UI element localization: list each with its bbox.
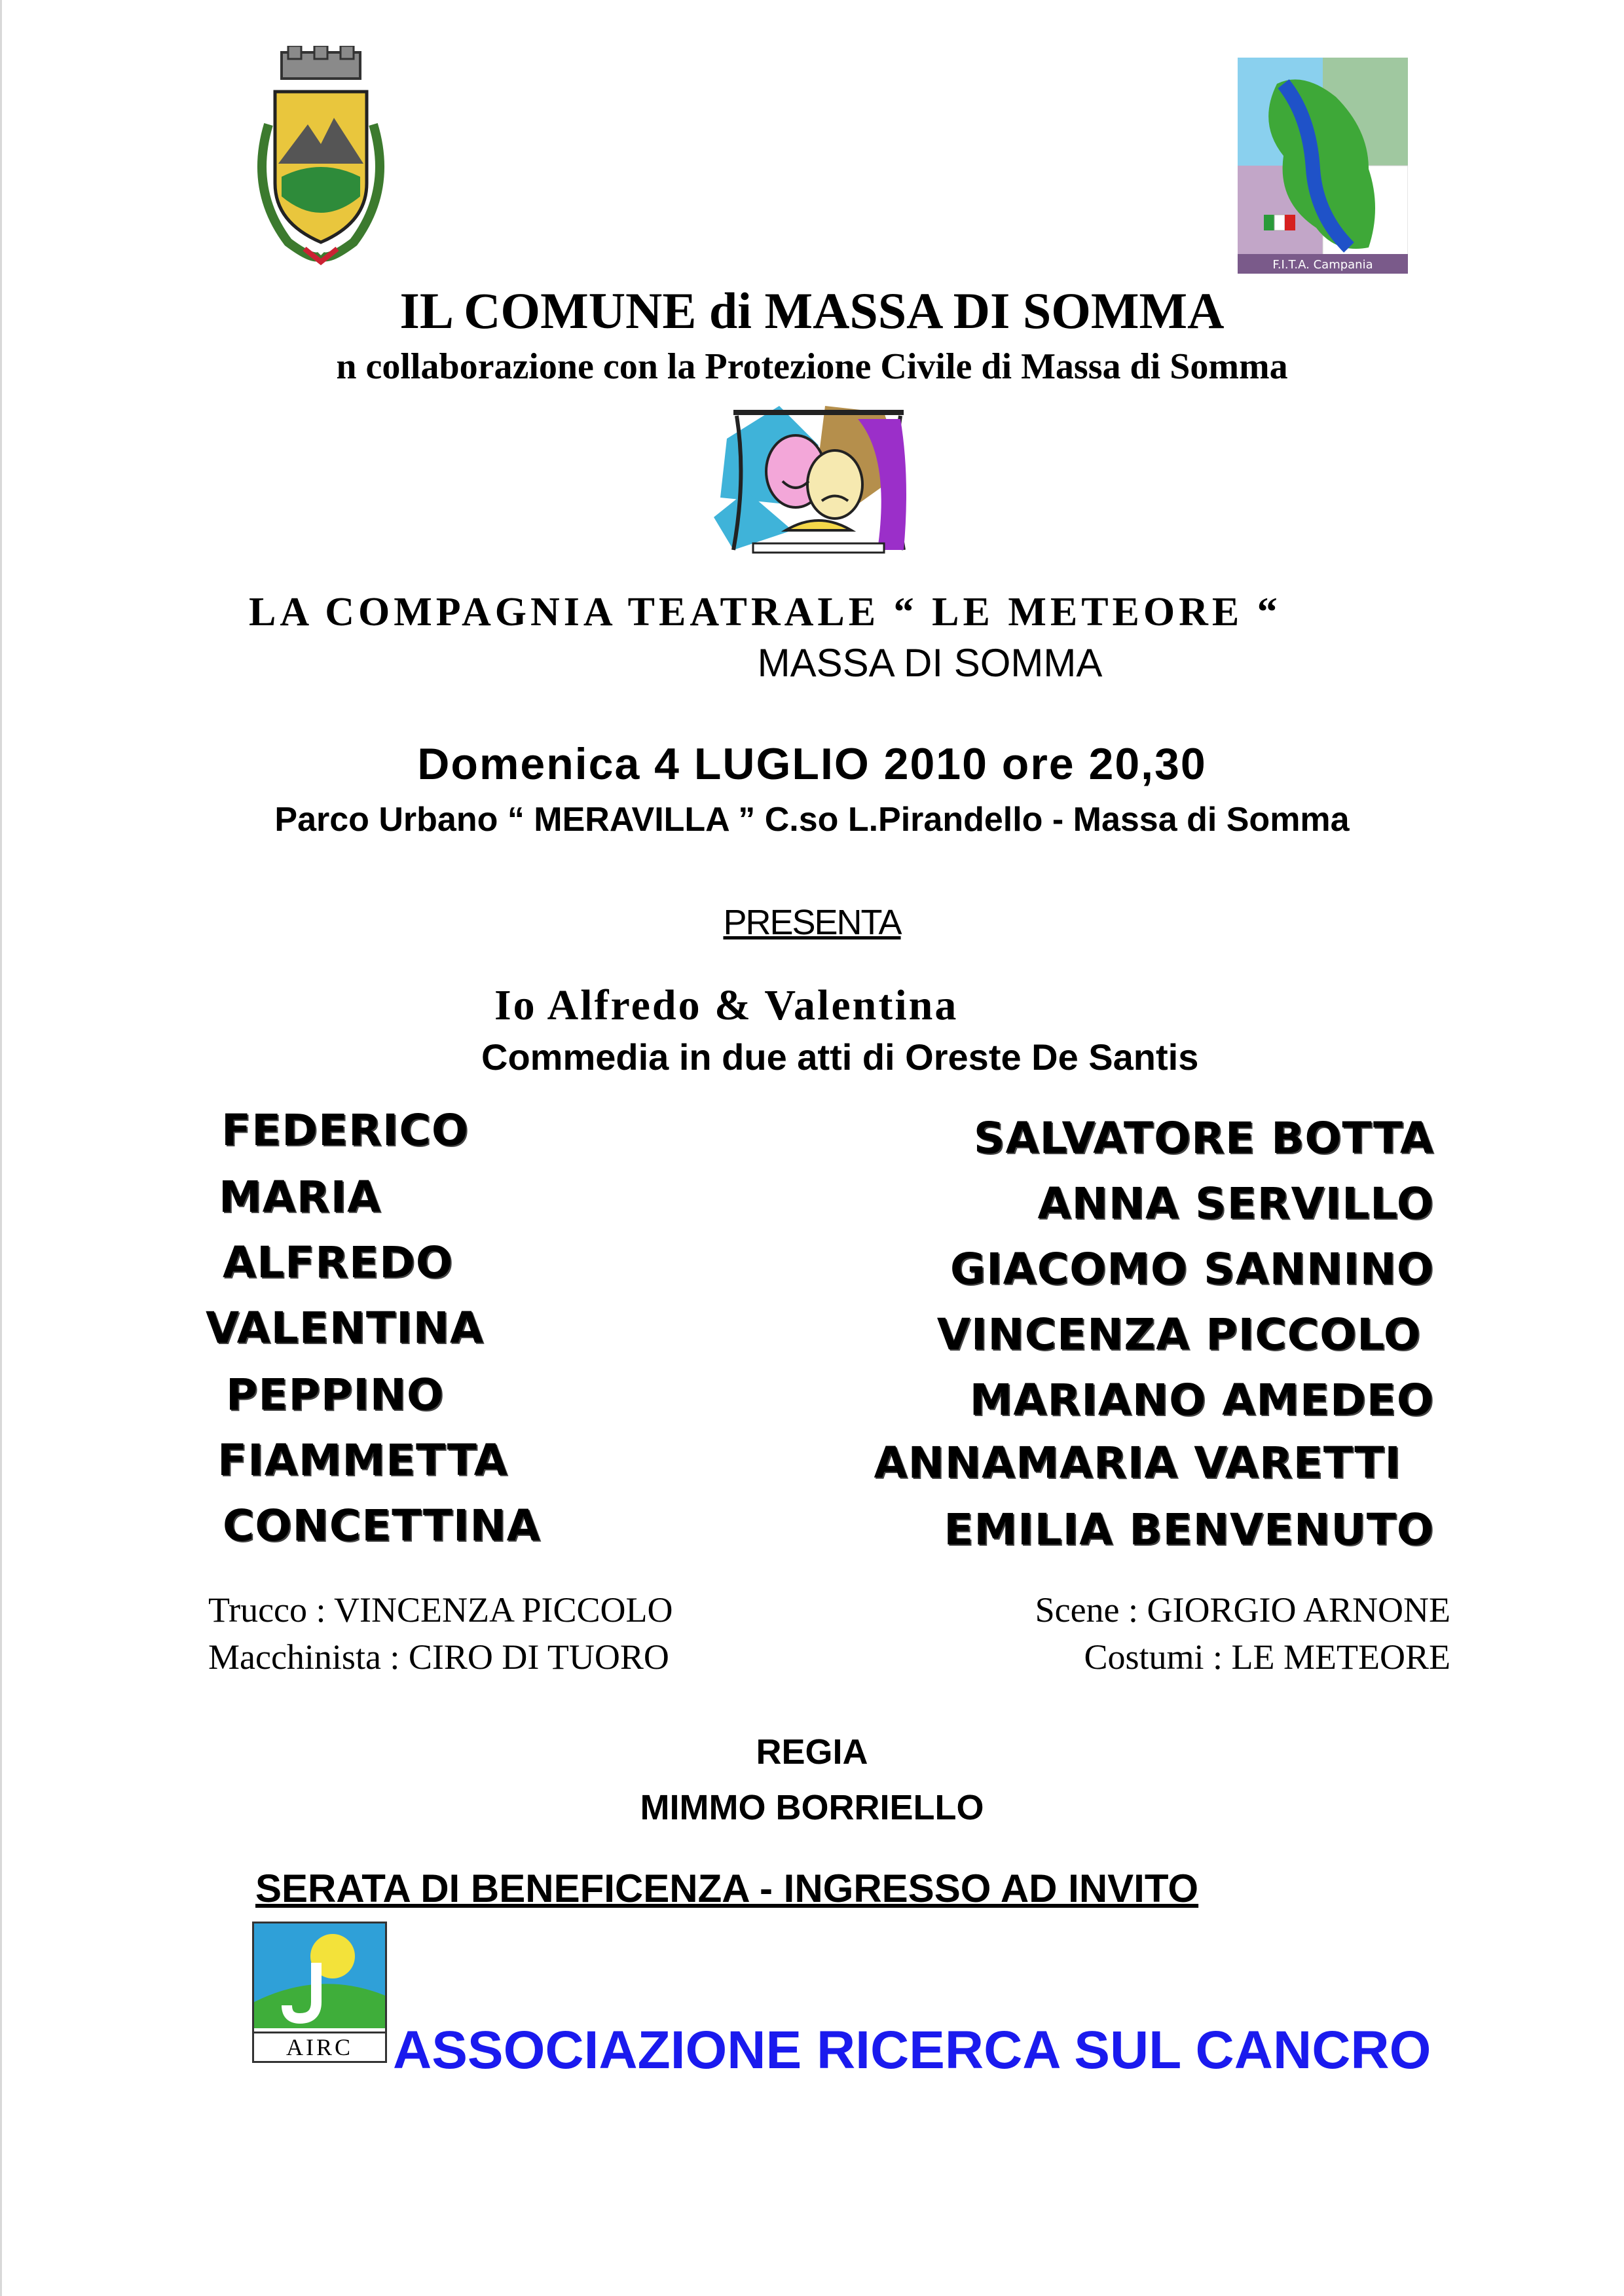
municipal-coat-of-arms-icon <box>242 46 399 268</box>
regia-label: REGIA <box>756 1732 868 1772</box>
event-venue: Parco Urbano “ MERAVILLA ” C.so L.Pirandello - Massa di Somma <box>274 801 1350 839</box>
cast-actor: VINCENZA PICCOLO <box>936 1309 1421 1360</box>
theatre-masks-icon <box>707 399 930 570</box>
cast-actor: EMILIA BENVENUTO <box>944 1504 1434 1555</box>
cast-actor: ANNA SERVILLO <box>1037 1178 1434 1229</box>
cast-role: FEDERICO <box>221 1105 469 1156</box>
page-left-edge <box>0 0 2 2296</box>
cast-role: FIAMMETTA <box>217 1435 508 1485</box>
cast-actor: GIACOMO SANNINO <box>950 1244 1434 1294</box>
fita-logo-text: F.I.T.A. Campania <box>1272 258 1373 272</box>
cast-role: MARIA <box>219 1172 382 1222</box>
cast-actor: SALVATORE BOTTA <box>973 1113 1434 1163</box>
cast-role: CONCETTINA <box>223 1501 541 1551</box>
airc-logo-icon <box>252 1922 387 2063</box>
association-name: ASSOCIAZIONE RICERCA SUL CANCRO <box>393 2020 1431 2080</box>
credit-trucco: Trucco : VINCENZA PICCOLO <box>208 1590 673 1630</box>
regia-name: MIMMO BORRIELLO <box>640 1788 984 1827</box>
cast-role: ALFREDO <box>223 1237 454 1288</box>
credit-macchinista: Macchinista : CIRO DI TUORO <box>208 1637 669 1677</box>
cast-role: PEPPINO <box>226 1370 445 1420</box>
fita-campania-logo-icon <box>1238 58 1408 274</box>
presenta-label: PRESENTA <box>723 903 901 942</box>
credit-scene: Scene : GIORGIO ARNONE <box>1035 1590 1450 1630</box>
play-title: Io Alfredo & Valentina <box>494 981 959 1029</box>
cast-role: VALENTINA <box>206 1303 484 1353</box>
company-name: LA COMPAGNIA TEATRALE “ LE METEORE “ <box>249 590 1282 634</box>
credit-costumi: Costumi : LE METEORE <box>1084 1637 1450 1677</box>
cast-actor: ANNAMARIA VARETTI <box>874 1438 1401 1488</box>
airc-logo-graphic <box>254 1923 385 2028</box>
airc-logo-text: AIRC <box>254 2032 385 2061</box>
benefit-notice: SERATA DI BENEFICENZA - INGRESSO AD INVITO <box>255 1867 1199 1910</box>
page-subtitle: n collaborazione con la Protezione Civile di Massa di Somma <box>336 346 1288 387</box>
event-date: Domenica 4 LUGLIO 2010 ore 20,30 <box>417 739 1207 789</box>
cast-actor: MARIANO AMEDEO <box>969 1375 1434 1425</box>
company-town: MASSA DI SOMMA <box>757 641 1103 685</box>
play-subtitle: Commedia in due atti di Oreste De Santis <box>481 1036 1199 1078</box>
page-title: IL COMUNE di MASSA DI SOMMA <box>399 282 1225 339</box>
